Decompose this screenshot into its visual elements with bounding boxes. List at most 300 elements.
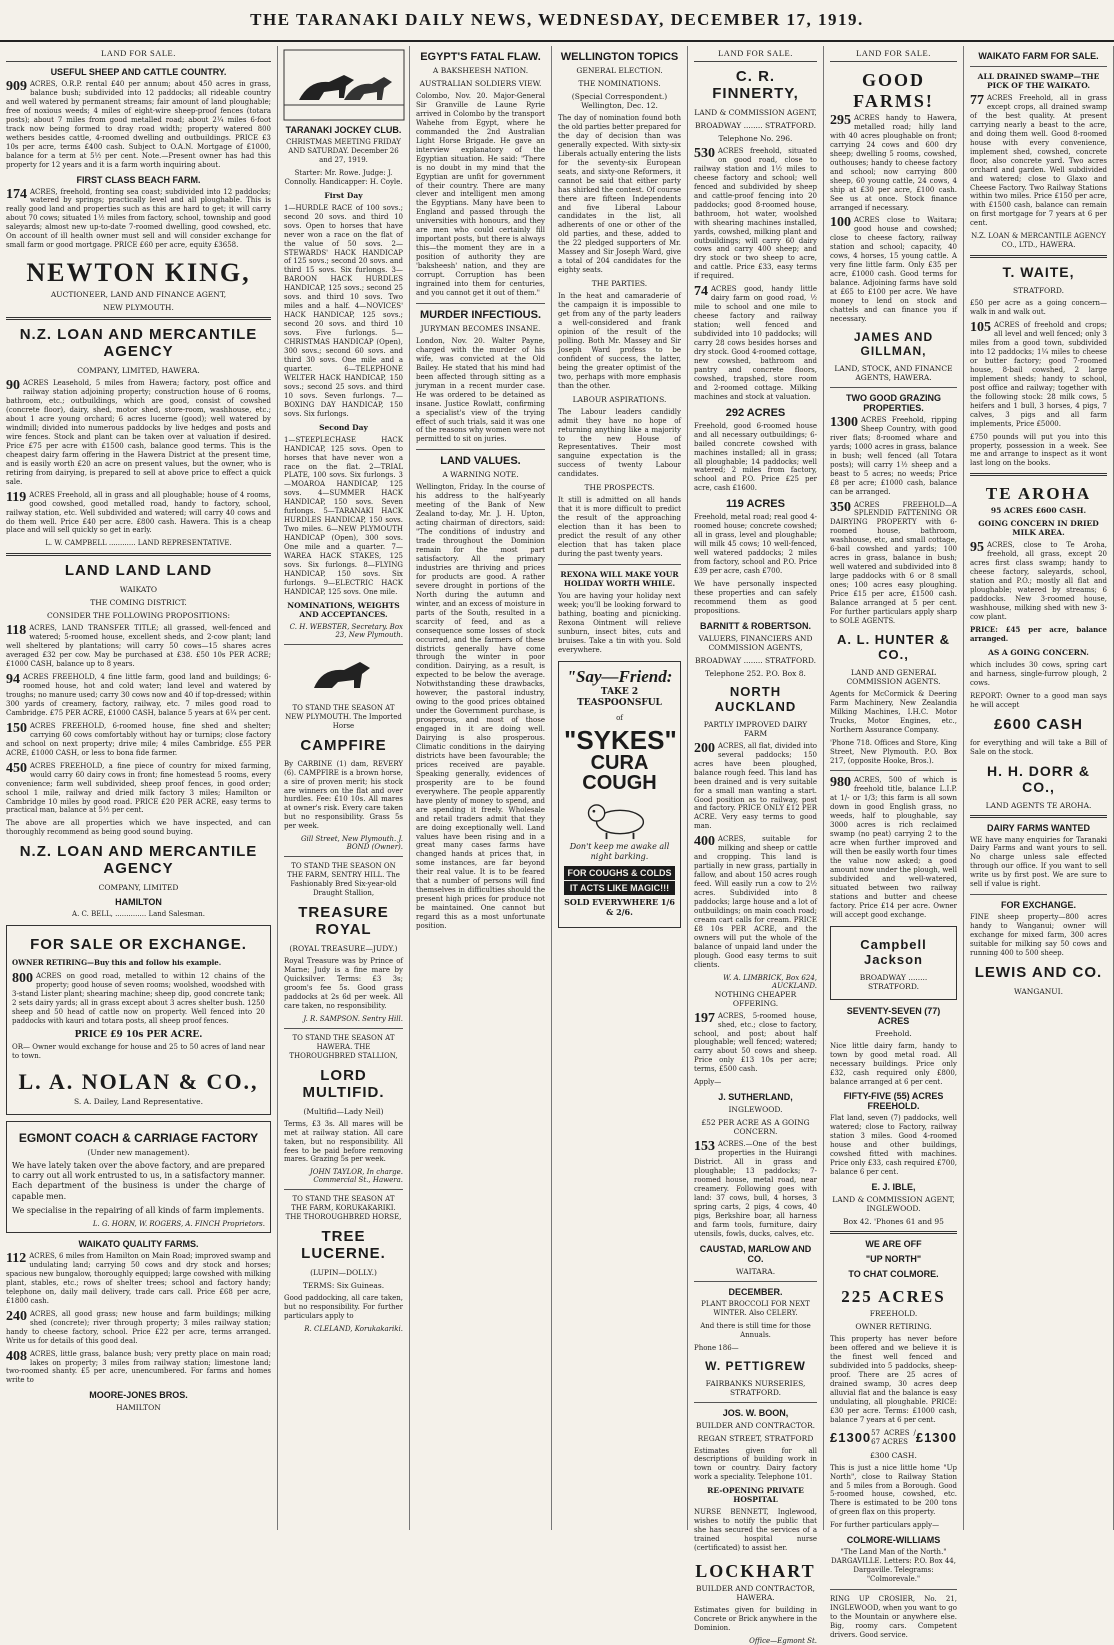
listing (6, 762, 271, 816)
advertiser-sub: S. A. Dailey, Land Representative. (73, 1096, 203, 1106)
advertiser-sub: BUILDER AND CONTRACTOR, HAWERA. (695, 1584, 816, 1603)
advertiser-name: LOCKHART (695, 1561, 816, 1582)
article-body: The day of nomination found both the old parties better prepared for the day of decision than was generally expected. With sixty-six Liberals actually entering the lists for the seventy-six European seats, and sixty-one Reformers, it cannot be said that either party has shirked the contest. Of course there are fifteen Independents and five Liberal Labour candidates in the list, all adherents of one or other of the old parties, and these, added to the 22 pledged supporters of Mr. Massey and Sir Joseph Ward, give a total of 204 candidates for the eighty seats. (558, 114, 681, 275)
race-list: 1—HURDLE RACE of 100 sovs.; second 20 sovs. and third 10 sovs. Open to horses that have never won a race on the flat of the value of 50 sovs. 2—STEWARDS' HACK HANDICAP of 125 sovs.; second 20 sovs. and third 15 sovs. Six furlongs. 3—BAROON HACK HURDLES HANDICAP, 125 sovs.; second 25 sovs. and third 10 sovs. Two miles and a half. 4—NOVICES' HACK HANDICAP, 125 sovs.; second 20 sovs. and third 10 sovs. Five furlongs. 5—CHRISTMAS HANDICAP (Open), 300 sovs.; second 60 sovs. and third 30 sovs. One mile and a quarter. 6—TELEPHONE WELTER HACK HANDICAP, 150 sovs.; second 25 sovs. and third 10 sovs. Seven furlongs. 7—BOXING DAY HANDICAP, 150 sovs. Six furlongs. (284, 203, 403, 418)
salesman: A. C. BELL, .............. Land Salesman. (72, 910, 205, 919)
stud-intro: TO STAND THE SEASON AT NEW PLYMOUTH. The Imported Horse (285, 703, 402, 730)
stud-intro: TO STAND THE SEASON AT THE FARM, KORUKAKARIKI. THE THOROUGHBRED HORSE, (285, 1195, 402, 1222)
advertiser-name: Campbell Jackson (860, 936, 927, 967)
listing (6, 80, 271, 170)
column-4 (552, 46, 688, 1530)
heading: GOOD FARMS! (853, 70, 934, 111)
divider (558, 564, 681, 565)
advertiser-location: BROADWAY ........ STRATFORD. (695, 655, 816, 665)
listing-text: ACRES of freehold and crops; all level and well fenced; only 3 miles from a good town, subdivided into 12 paddocks; 1¼ miles to cheese or butter factory; good 7-roomed house, 8-bail cowshed, 2 large implement sheds; handy to school, post office and railway; together with the following stock: 28 milk cows, 5 heifers and 1 bull, 3 horses, 4 pigs, 7 calves, 3 pigs and all farm implements, Price £5000. (970, 321, 1107, 428)
article-subtitle: A BAKSHEESH NATION. (432, 66, 529, 75)
ad-price: SOLD EVERYWHERE 1/6 & 2/6. (564, 897, 675, 918)
listing-number: 95 (970, 540, 984, 556)
divider (284, 644, 403, 645)
listing-text: ACRES close to Waitara; good house and cowshed; close to cheese factory, railway station and school; capacity, 40 cows, 4 horses, 15 young cattle. A very fine little farm. Only £35 per acre, £1000 cash. Good terms for balance. Adjoining farms have sold at £65 to £100 per acre. We have money to lend on stock and chattels and can finance you if necessary. (830, 216, 957, 323)
ad-text: £50 per acre as a going concern—walk in and walk out. (970, 299, 1107, 317)
heading: FOR EXCHANGE. (1000, 900, 1076, 911)
price: PRICE £9 10s PER ACRE. (74, 1029, 203, 1040)
ad-text: We have lately taken over the above factory, and are prepared to carry out all work entrusted to us, in a satisfactory manner. Each department of the business is under the charge of capable men. (12, 1160, 265, 1201)
listing-text: ACRES, LAND TRANSFER TITLE; all grassed, well-fenced and watered; 5-roomed house, excellent sheds, and 2-cow plant; land well sheltered by plantations; will carry 50 cows—15 shares acres averaged £32 per cow. May be purchased at £38. £50 10s PER ACRE; £1000 CASH, balance up to 8 years. (6, 624, 271, 669)
advertiser-name: H. H. DORR & CO., (987, 762, 1090, 795)
rep-line: L. W. CAMPBELL ............ LAND REPRESENTATIVE. (45, 539, 232, 548)
listing-number: 295 (830, 113, 851, 128)
advertiser-location: INGLEWOOD. (728, 1105, 783, 1115)
heading: 119 ACRES (726, 498, 785, 511)
ad-text: for everything and will take a Bill of Sale on the stock. (970, 738, 1107, 756)
column-7 (964, 46, 1114, 1530)
heading: NORTH AUCKLAND (714, 683, 797, 714)
day-label: Second Day (319, 422, 368, 432)
office: Office—Egmont St. (749, 1636, 817, 1645)
listing-number: 150 (6, 720, 27, 736)
tagline: CONSIDER THE FOLLOWING PROPOSITIONS: (46, 611, 231, 621)
listing-number: 1300 (830, 414, 858, 430)
ad-quote: "Say—Friend: (566, 666, 673, 686)
ad-title: EGMONT COACH & CARRIAGE FACTORY (18, 1130, 259, 1145)
listing (6, 188, 271, 251)
listing-text: ACRES.—One of the best properties in the Huirangi District. All in grass and ploughable; 13 paddocks; 7-roomed house, metal road, near creamery. Following goes with land: 37 cows, bull, 4 horses, 3 spring carts, 2 pigs, 4 cows, 40 pigs, Berkshire boar, all harness and farm tools, furniture, dairy utensils, fowls, ducks, calves, etc. (694, 1140, 817, 1238)
advertiser-sub: VALUERS, FINANCIERS AND COMMISSION AGENTS, (698, 633, 813, 652)
contact: 'Phone 718. Offices and Store, King Street, New Plymouth. P.O. Box 217, (opposite Hooke, Bros.). (830, 738, 957, 765)
owner: J. R. SAMPSON. Sentry Hill. (303, 1014, 403, 1023)
listing-text: ACRES FREEHOLD, a fine piece of country for mixed farming, would carry 60 dairy cows in front; fine homestead 5 rooms, every convenience; farm well subdivided, sheep proof fences, in good order; school 1 mile, railway and dried milk factory 3 miles; Hamilton or Cambridge 10 miles by good road. PRICE £20 PER ACRE, easy terms to practical man, balance at 5½ per cent. (6, 761, 271, 815)
pedigree: (Multifid—Lady Neil) (303, 1106, 384, 1116)
ad-brand: "SYKES" (564, 724, 677, 755)
advertiser: W. A. LIMBRICK, Box 624, AUCKLAND. (723, 973, 817, 990)
subheading: £52 PER ACRE AS A GOING CONCERN. (701, 1118, 810, 1137)
listing-text: ACRES Freehold, ripping Sheep Country, with good river flats; 8-roomed whare and yards; 1000 acres in grass, balance in bush; well fenced (all Totara posts); will carry 1½ sheep and a beast to 5 acres; no weeds; Price £8 per acre; £1000 cash, balance can be arranged. (830, 415, 957, 496)
note: We have personally inspected these properties and can safely recommend them as good propositions. (694, 579, 817, 615)
listing-number: 174 (6, 186, 27, 202)
advertiser-name: JOS. W. BOON, (722, 1407, 789, 1418)
advertiser-location: WANGANUI. (1014, 987, 1063, 996)
listing (6, 673, 271, 718)
ad-dose: TAKE 2 TEASPOONSFUL (577, 686, 662, 709)
listing (830, 416, 957, 497)
price: PRICE: £45 per acre, balance arranged. (970, 624, 1107, 643)
listing (970, 541, 1107, 622)
subheading: Freehold. (875, 1028, 912, 1038)
listing (6, 624, 271, 669)
ad-text: REPORT: Owner to a good man says he will accept (970, 691, 1107, 709)
tagline: THE COMING DISTRICT. (90, 598, 187, 608)
ad-text: RING UP CROSIER, No. 21, INGLEWOOD, when you want to go to the Mountain or anywhere else. Big, roomy cars. Competent drivers. Good service. (830, 1595, 957, 1639)
listing-text: This property has never before been offered and we believe it is the finest well fenced and subdivided into 5 paddocks, sheep-proof. There are 25 acres of drained swamp, 30 acres deep alluvial flat and the balance is easy undulating, all ploughable. PRICE: £30 per acre. Terms: £1000 cash, balance 7 years at 6 per cent. (830, 1335, 957, 1424)
listing (694, 835, 817, 969)
advertiser-sub: LAND & COMMISSION AGENT, (694, 108, 817, 117)
listing-number: 909 (6, 79, 27, 94)
listing-number: 77 (970, 93, 984, 108)
advertiser-location: REGAN STREET, STRATFORD (697, 1433, 814, 1443)
listing-number: 450 (6, 760, 27, 776)
article-subtitle: JURYMAN BECOMES INSANE. (420, 323, 541, 333)
column-6 (824, 46, 964, 1639)
advertiser-name: C. R. FINNERTY, (712, 68, 799, 102)
advertiser-name: L. A. NOLAN & CO., (18, 1068, 259, 1094)
telephone: Box 42. 'Phones 61 and 95 (843, 1217, 944, 1227)
listing (830, 501, 957, 626)
listing-text: ACRES good, handy little dairy farm on good road, ½ mile to school and one mile to cheese factory and railway station; well fenced and subdivided into 10 paddocks; will carry 28 cows besides horses and dry stock. Good 4-roomed cottage, new cowshed, bathroom and pantry and concrete floors, cowshed, trapshed, store room and 2-roomed cottage. Milking machines and stock at valuation. (694, 285, 817, 401)
article-title: MURDER INFECTIOUS. (420, 308, 541, 321)
meeting: CHRISTMAS MEETING FRIDAY AND SATURDAY. December 26 and 27, 1919. (286, 138, 401, 164)
masthead-title: THE TARANAKI DAILY NEWS, WEDNESDAY, DECEMBER 17, 1919. (250, 10, 864, 29)
note: £750 pounds will put you into this property, possession in a week. See me and arrange to inspect as it wont last long on the books. (970, 432, 1107, 468)
section-head: LAND FOR SALE. (694, 46, 817, 62)
article-subhead: THE PARTIES. (591, 279, 648, 289)
stud-text: Terms, £3 3s. All mares will be met at railway station. All care taken, but no responsibility. All fees to be paid before removing mares. Grazing 5s per week. (284, 1119, 403, 1164)
listing-text: ACRES Freehold, all in grass except crops, all drained swamp of the best quality. At present carrying nearly a beast to the acre, and doing them well. Good 8-roomed house with every convenience, implement shed, cowshed, concrete floor, also concrete yard. Two acres orchard and garden. Well subdivided and watered; close to Glaxo and Cheese Factory. Two Railway Stations within two miles. Price £150 per acre, with £1500 cash, balance can remain on first mortgage for 7 years at 6 per cent. (970, 94, 1107, 228)
heading: 292 ACRES (725, 406, 786, 419)
listing-text: ACRES, suitable for milking and sheep or cattle and cropping. This land is partially in new grass, partially in fallow, and about 150 acres rough feed. Will easily run a cow to 2½ acres. Subdivided into 8 paddocks; large house and a lot of outbuildings; on main coach road; cream cart calls for cream. PRICE £8 10s PER ACRE, and the owners will put the whole of the balance of unpaid land under the plough. Good easy terms to suit clients. (694, 835, 817, 969)
advertiser-location: BROADWAY ........ STRATFORD. (859, 972, 928, 991)
section-head: LAND FOR SALE. (6, 46, 271, 62)
ad-text: which includes 30 cows, spring cart and harness, single-furrow plough, 2 cows. (970, 660, 1107, 687)
advertiser-sub: LAND AND GENERAL COMMISSION AGENTS. (846, 667, 941, 686)
listing-text: ACRES, 5-roomed house, shed, etc.; close to factory, school, and post; about half ploughable; well fenced; watered; carry about 50 cows and sheep. Price only £13 10s per acre; terms, £500 cash. (694, 1011, 817, 1074)
heading: "UP NORTH" (865, 1254, 922, 1265)
price: £1300 (830, 1430, 872, 1446)
owner: R. CLELAND, Korukakariki. (304, 1325, 403, 1334)
subheading: PARTLY IMPROVED DAIRY FARM (703, 719, 808, 738)
divider (284, 856, 403, 857)
telephone: Telephone 252. P.O. Box 8. (705, 668, 806, 678)
listing-text: ACRES, freehold, fronting sea coast; subdivided into 12 paddocks; watered by springs; practically level and all ploughable. This is really good land and properties such as this are hard to get; it will carry about 70 cows; situated 1½ miles from factory, school, township and good saleyards; almost new up-to-date 7-roomed dwelling, good cowshed, etc. On account of ill health owner must sell and will consider exchange for small farm or good mortgage. PRICE £60 per acre, equity £3658. (6, 187, 271, 250)
divider (830, 387, 957, 388)
listing (694, 1012, 817, 1075)
ad-of: of (616, 713, 623, 722)
divider (970, 894, 1107, 895)
listing-number: 350 (830, 499, 851, 515)
listing-number: 105 (970, 320, 991, 336)
listing-text: ACRES, little grass, balance bush; very pretty place on main road; lakes on property; 3 miles from railway station; limestone land; two-roomed shanty. £5 per acre, unencumbered. For farms and homes write to (6, 1349, 271, 1385)
listing-text: Freehold, metal road; real good 4-roomed house; concrete cowshed; all in grass, level and ploughable; will milk 45 cows; 10 well-fenced, well watered paddocks; 2 miles from factory, school and P.O. Price £39 per acre, cash £700. (694, 513, 817, 576)
advertiser-sub: FAIRBANKS NURSERIES, STRATFORD. (705, 1378, 806, 1397)
listing (694, 1140, 817, 1238)
ad-dog-caption: Don't keep me awake all night barking. (569, 841, 670, 861)
owner: JOHN TAYLOR, In charge. Commercial St., Hawera. (309, 1168, 403, 1185)
column-1 (0, 46, 278, 1530)
subheading: GOING CONCERN IN DRIED MILK AREA. (978, 519, 1099, 538)
divider (694, 1402, 817, 1403)
listing (6, 722, 271, 758)
ad-text: You are having your holiday next week; you'll be looking forward to bathing, boating and picnicking. Rexona Ointment will relieve sunburn, insect bites, cuts and bruises. Take a tin with you. Sold everywhere. (558, 591, 681, 654)
listing (694, 742, 817, 832)
sykes-cura-cough-ad (558, 661, 681, 928)
dog-illustration (575, 795, 665, 840)
ad-title: REXONA WILL MAKE YOUR HOLIDAY WORTH WHILE. (560, 569, 679, 588)
heading: WAIKATO FARM FOR SALE. (978, 51, 1099, 61)
article-subtitle: AUSTRALIAN SOLDIERS VIEW. (419, 79, 542, 88)
article-body: Colombo, Nov. 20. Major-General Sir Granville de Laune Ryrie arrived in Colombo by the transport Wahehe from Egypt, where he commanded the 2nd Australian Light Horse Brigade. He gave an interview explanatory of the Egyptian situation. He said: "There is no doubt in my mind that the Egyptian are unfit for government of their country. There are many clever and intelligent men among the Egyptians. Many have been to England and passed through the universities with honours, and they are men who could certainly fill important posts, but there is always this—the moment they are in a position of authority they are 'baksheesh' nation, and they are corrupt. Corruption has been ingrained into them for centuries, and you cannot get it out of them." (416, 92, 545, 297)
day-label: First Day (324, 190, 363, 200)
heading: TO CHAT COLMORE. (848, 1269, 939, 1280)
article-subtitle: THE NOMINATIONS. (578, 79, 661, 88)
ad-text: Estimates given for building in Concrete or Brick anywhere in the Dominion. (694, 1606, 817, 1632)
article-title: LAND VALUES. (440, 455, 521, 468)
column-3 (410, 46, 552, 1530)
divider (284, 1189, 403, 1190)
heading: SEVENTY-SEVEN (77) ACRES (846, 1005, 941, 1026)
heading: USEFUL SHEEP AND CATTLE COUNTRY. (50, 67, 227, 77)
listing (830, 776, 957, 919)
stud-intro: TO STAND THE SEASON ON THE FARM, SENTRY HILL. The Fashionably Bred Six-year-old Draught Stallion, (287, 862, 400, 898)
listing (830, 114, 957, 212)
ad-text: And there is still time for those Annuals. (700, 1321, 811, 1339)
heading: RE-OPENING PRIVATE HOSPITAL (707, 1486, 804, 1505)
article-subtitle: A WARNING NOTE. (442, 470, 519, 480)
officials: Starter: Mr. Rowe. Judge: J. Connolly. Handicapper: H. Coyle. (284, 168, 403, 186)
nominations: NOMINATIONS, WEIGHTS AND ACCEPTANCES. (287, 600, 400, 619)
subheading: NOTHING CHEAPER OFFERING. (714, 989, 797, 1008)
advertiser-name: T. WAITE, (1002, 264, 1075, 281)
listing (6, 1252, 271, 1306)
stallion-name: TREASURE ROYAL (298, 904, 389, 939)
divider (284, 1028, 403, 1029)
listing-text: ACRES FREEHOLD—A SPLENDID FATTENING OR DAIRYING PROPERTY with 6-roomed house, bathroom, washhouse, etc, and small cottage, 6-bail cowshed and yards; 100 acres in grass, balance in bush; well watered and subdivided into 8 large paddocks with 6 or 8 small ones; 100 acres easy ploughing. Price £15 per acre, £1500 cash. Balance arranged at 5 per cent. For further particulars apply sharp to SOLE AGENTS. (830, 500, 957, 625)
article-body: The Labour leaders candidly admit they have no hope of returning anything like a majority to the new House of Representatives. Their most sanguine expectation is the success of twenty Labour candidates. (558, 407, 681, 479)
article-body: In the heat and camaraderie of the campaign it is impossible to get from any of the party leaders a well-considered and frank opinion of the result of the polling. Both Mr. Massey and Sir Joseph Ward profess to be confident of success, the latter, being the greater optimist of the two, perhaps with more emphasis than the other. (558, 292, 681, 390)
column-2 (278, 46, 410, 1530)
advertiser-name: BARNITT & ROBERTSON. (700, 620, 811, 631)
egmont-ad (6, 1121, 271, 1233)
ad-text: WE have many enquiries for Taranaki Dairy Farms and want yours to sell. No charge unless sale effected through our office. If you want to sell write us by first post. We are sure to sell if value is right. (970, 835, 1107, 889)
listing-text: ACRES, close to Te Aroha, freehold, all grass, except 20 acres first class swamp; handy to cheese factory, saleyards, school, station and P.O.; mostly all flat and ploughable; watered by streams; 6 paddocks. New 3-roomed house, washhouse, milking shed with new 3-cow plant. (970, 541, 1107, 621)
advertiser-sub: LAND AGENTS TE AROHA. (985, 800, 1092, 810)
heading: 225 ACRES (841, 1287, 946, 1307)
listing (6, 379, 271, 486)
phone: Phone 186— (694, 1343, 739, 1352)
owner: Gill Street, New Plymouth. J. BOND (Owner). (300, 835, 403, 852)
listing-number: 94 (6, 672, 20, 688)
divider (416, 303, 545, 304)
advertiser-name: JAMES AND GILLMAN, (853, 329, 934, 358)
article-body: London, Nov. 20. Walter Payne, charged with the murder of his wife, was convicted at the Old Bailey. He stated that his mind had been affected through sitting as a juryman in a recent murder case. He was ordered to be detained as insane. Justice Rowlatt, confirming a specialist's view of the trying effect of such trials, said it was one of the reasons why women were not permitted to sit on juries. (416, 336, 545, 444)
divider (970, 255, 1107, 258)
article-subtitle: GENERAL ELECTION. (576, 66, 663, 75)
listing-number: 153 (694, 1139, 715, 1155)
advertiser-name: W. PETTIGREW (705, 1358, 806, 1373)
acreage: 57 ACRES / 67 ACRES (871, 1428, 916, 1446)
divider (694, 1281, 817, 1282)
apply: Apply— (694, 1078, 722, 1087)
advertiser-sub: AUCTIONEER, LAND AND FINANCE AGENT, (50, 290, 227, 300)
price-row (830, 1429, 957, 1447)
listing-text: Flat land, seven (7) paddocks, well watered; close to Factory, railway station 3 miles. Good 4-roomed house and other buildings, cowshed fitted with machines. Price only £33, cash required £700, balance 6 per cent. (830, 1114, 957, 1177)
sale-exchange-ad (6, 925, 271, 1115)
article-subhead: LABOUR ASPIRATIONS. (572, 394, 667, 404)
listing-text: ACRES Leasehold, 5 miles from Hawera; factory, post office and railway station adjoining property; construction house of 6 rooms, bathroom, etc.; outbuildings, which are good, consist of cowshed (concrete floor), dairy, shed, motor shed, store-room, washhouse, etc.; about 1 acre young orchard; 6 acres lucerne (good); well watered by windmill; divided into numerous paddocks by live hedges and posts and wire fences. Stock and plant can be taken over at valuation if desired. Price £75 per acre with £1500 cash, balance good terms. This is the cheapest dairy farm offering in the Hawera District at the present time, and is easily worth £20 an acre on present values, but the owner, who is retiring from dairying, is prepared to sell at above price to effect a quick sale. (6, 379, 271, 486)
stud-intro: TO STAND THE SEASON AT HAWERA. THE THOROUGHBRED STALLION, (289, 1033, 398, 1060)
advertiser-location: STRATFORD. (1013, 286, 1064, 296)
masthead (0, 0, 1114, 42)
pedigree: (LUPIN—DOLLY.) (310, 1268, 377, 1278)
advertiser-name: COLMORE-WILLIAMS (846, 1535, 941, 1546)
advertiser: N.Z. LOAN & MERCANTILE AGENCY CO., LTD., HAWERA. (971, 232, 1106, 250)
divider (830, 1231, 957, 1234)
ad-text: FINE sheep property—800 acres handy to Wanganui; owner will exchange for mixed farm, 300 acres suitable for milking say 50 cows and running 400 to 500 sheep. (970, 913, 1107, 958)
listing (970, 94, 1107, 228)
ad-text: Agents for McCormick & Deering Farm Machinery, New Zealandia Milking Machines, I.H.C. Motor Trucks, Motor Engines, etc., Northern Assurance Company. (830, 689, 957, 734)
listing-number: 119 (6, 489, 27, 505)
ad-text: PLANT BROCCOLI FOR NEXT WINTER. Also CELERY. (701, 1299, 810, 1317)
heading: TE AROHA (985, 484, 1092, 504)
ad-text: Estimates given for all descriptions of building work in town or country. Dairy factory work a speciality. Telephone 101. (694, 1446, 817, 1482)
advertiser-name: A. L. HUNTER & CO., (837, 631, 950, 662)
listing-text: ACRES, all good grass; new house and farm buildings; milking shed (concrete); river through property; 3 miles railway station; handy to cheese factory, school. Price £22 per acre, terms arranged. Write us for details of this good deal. (6, 1309, 271, 1345)
advertiser-location: NEW PLYMOUTH. (103, 303, 174, 313)
ad-lead: OWNER RETIRING—Buy this and follow his example. (12, 958, 222, 968)
club-name: TARANAKI JOCKEY CLUB. (285, 125, 402, 135)
column-5 (688, 46, 824, 1645)
listing-number: 118 (6, 623, 27, 639)
dateline: (Special Correspondent.) Wellington, Dec. 12. (571, 92, 668, 110)
ad-tagline: FOR COUGHS & COLDS (564, 866, 675, 880)
note: The above are all properties which we have inspected, and can thoroughly recommend as being good sound buying. (6, 819, 271, 837)
listing (12, 972, 265, 1026)
listing-number: 240 (6, 1308, 27, 1324)
cash: £300 CASH. (870, 1450, 917, 1460)
divider (6, 553, 271, 556)
apply: For further particulars apply— (830, 1521, 940, 1530)
listing-number: 74 (694, 284, 708, 300)
listing-text: Nice little dairy farm, handy to town by good metal road. All necessary buildings. Price only £32, cash required only £800, balance arranged at 6 per cent. (830, 1041, 957, 1086)
subheading: 95 ACRES £600 CASH. (990, 506, 1087, 516)
note: OR— Owner would exchange for house and 25 to 50 acres of land near to town. (12, 1042, 265, 1060)
section-head: LAND FOR SALE. (830, 46, 957, 62)
advertiser-sub: BUILDER AND CONTRACTOR. (695, 1420, 816, 1430)
advertiser-sub: "The Land Man of the North." DARGAVILLE. Letters: P.O. Box 44, Dargaville. Telegrams: "Colmorevale." (831, 1548, 956, 1584)
listing-text: ACRES, all flat, divided into several paddocks; 150 acres have been ploughed, balance rough feed. This land has been drained and is very suitable for a small man wanting a start. Good position as to railway, post and factory. PRICE ONLY £12 PER ACRE. Very easy terms to good man. (694, 741, 817, 831)
advertiser-sub: COMPANY, LIMITED, HAWERA. (77, 366, 200, 376)
listing-number: 197 (694, 1010, 715, 1026)
listing (970, 321, 1107, 428)
heading: DAIRY FARMS WANTED (986, 822, 1090, 833)
stallion-name: LORD MULTIFID. (302, 1066, 385, 1101)
listing (6, 1350, 271, 1386)
listing-text: ACRES handy to Hawera, metalled road; hilly land with 40 acres ploughable on front; carrying 24 cows and 600 dry sheep; dwelling 5 rooms, cowshed, outhouses; handy to cheese factory and school; now carrying 800 sheep, 60 young cattle, 24 cows, 4 ship at £30 per acre, £100 cash. See us at once. Stock finance arranged if necessary. (830, 114, 957, 212)
divider (970, 473, 1107, 476)
advertiser-name: N.Z. LOAN AND MERCANTILE AGENCY (19, 843, 258, 878)
horse-racing-illustration (284, 50, 404, 120)
listing-text: ACRES FREEHOLD, 6-roomed house, fine shed and shelter; carrying 60 cows comfortably without hay or turnips; close factory and school on next property; drive mile; 4 miles Cambridge. £55 PER ACRE, £1000 CASH, or less to bona fide farmer. (6, 721, 271, 757)
heading: FIRST CLASS BEACH FARM. (76, 174, 201, 185)
listing-number: 530 (694, 146, 715, 161)
ad-text: We specialise in the repairing of all kinds of farm implements. (12, 1205, 265, 1215)
listing-text: ACRES, 6 miles from Hamilton on Main Road; improved swamp and undulating land; carrying 50 cows and dry stock and horses; spacious new bungalow, thoroughly equipped; large cowshed with milking plant, stables, etc.; rows of shelter trees; school and factory handy; telephone on, daily mail delivery, trade cars call. Price £68 per acre, £1800 cash. (6, 1252, 271, 1305)
telephone: Telephone No. 296. (718, 134, 793, 143)
divider (830, 770, 957, 771)
subheading: OWNER RETIRING. (855, 1322, 932, 1332)
region: WAIKATO (119, 585, 158, 595)
advertiser-sub: COMPANY, LIMITED (98, 883, 179, 893)
advertiser-name: CAUSTAD, MARLOW AND CO. (699, 1243, 812, 1264)
advertiser-name: LEWIS AND CO. (974, 964, 1103, 981)
listing-text: ACRES, O.R.P. rental £40 per annum; about 450 acres in grass, balance bush; subdivided into 12 paddocks; all rideable country and well watered by permanent streams; fair amount of land ploughable; free of noxious weeds; 4 miles of eight-wire sheep-proof fences (totara posts); about 7 miles from good metalled road; about 2¼ miles 6-foot track now being formed to dray road width; property watered 800 wethers besides cattle, 4-roomed dwelling and outbuildings. PRICE £3 10s per acre, terms £400 cash. Subject to O.A.N. Mortgage of £1000, balance for a term at 5½ per cent. Note.—Present owner has had this property for 12 years and it is a farm worth inquiring about. (6, 80, 271, 169)
listing-text: ACRES freehold, situated on good road, close to railway station and 1½ miles to cheese factory and school; well fenced and subdivided by sheep and cattle-proof fencing into 20 paddocks; good 8-roomed house, bathroom, hot water, woolshed with shearing machines installed, yards, cowshed, milking plant and outbuildings; will carry 60 dairy cows and carry 400 sheep; and dry stock or two sheep to acre, and cattle. Price £33, easy terms if required. (694, 147, 817, 281)
subheading: ALL DRAINED SWAMP—THE PICK OF THE WAIKATO. (977, 72, 1100, 90)
divider (830, 1589, 957, 1590)
article-body: It still is admitted on all hands that it is more difficult to predict the result of the approaching election than it has been to predict the result of any other election that has taken place during the past twenty years. (558, 496, 681, 558)
listing-number: 100 (830, 215, 851, 231)
stallion-name: CAMPFIRE (300, 736, 387, 754)
listing (830, 216, 957, 323)
advertiser-name: NEWTON KING, (26, 258, 251, 288)
land-banner: LAND LAND LAND (64, 562, 213, 580)
advertiser-location: HAMILTON (115, 897, 162, 908)
article-body: Wellington, Friday. In the course of his address to the half-yearly meeting of the Bank of New Zealand to-day, Mr. J. H. Upton, acting chairman of directors, said: "The conditions of industry and trade throughout the Dominion remain for the most part satisfactory. All the primary industries are thriving and prices for products are good. A rather severe drought in portions of the North during the autumn and winter, and an excess of moisture in parts of the South, resulted in a scarcity of feed, and as a consequence some losses of stock occurred, and the farmers of these districts generally have come through the winter in poor condition. Dairying, as a result, is expected to be below the average. Notwithstanding these drawbacks, however, the pastoral industry, owing to the good prices obtained under the Government purchase, is prosperous, and most of those engaged in it are doing well. Dairying is also prosperous. Climatic conditions in the dairying districts have been favourable; the prices received are payable. Speaking generally, evidences of prosperity are to be found everywhere. The people apparently have plenty of money to spend, and are spending it freely. Wholesale and retail traders admit that they are doing exceptionally well. Land values have been rising and in a great many cases farms have changed hands at prices that, in some instances, are far beyond their real value. It is to be feared that a number of persons will find themselves in difficulties should the present high prices for produce not be maintained. One cannot but regard this as a most unfortunate position. (416, 483, 545, 931)
advertiser-location: WAITARA. (735, 1266, 776, 1276)
heading: WE ARE OFF (865, 1239, 922, 1250)
listing-number: 400 (694, 834, 715, 850)
ad-product: CURA COUGH (582, 751, 657, 794)
listing-text: ACRES FREEHOLD, 4 fine little farm, good land and buildings; 6-roomed house, hot and cold water; land level and watered by troughs; no manure used; carry 30 cows now and 40 if top-dressed; within 300 yards of creamery, factory, railway, etc. 7 miles good road to Cambridge. £75 PER ACRE, £1000 CASH, balance 5 years at 6¼ per cent. (6, 673, 271, 717)
heading: TWO GOOD GRAZING PROPERTIES. (846, 392, 941, 413)
advertiser-name: J. SUTHERLAND, (718, 1092, 793, 1103)
price: £1300 (915, 1430, 957, 1446)
ad-title: FOR SALE OR EXCHANGE. (30, 936, 247, 954)
article-title: EGYPT'S FATAL FLAW. (420, 51, 541, 63)
article-title: WELLINGTON TOPICS (560, 51, 679, 63)
divider (970, 66, 1107, 67)
listing-number: 800 (12, 971, 33, 987)
stallion-name: TREE LUCERNE. (301, 1228, 386, 1263)
listing-number: 980 (830, 775, 851, 791)
heading: FIFTY-FIVE (55) ACRES FREEHOLD. (843, 1091, 944, 1112)
divider (416, 449, 545, 450)
subheading: AS A GOING CONCERN. (988, 647, 1089, 657)
listing-text: This is just a nice little home "Up North", close to Railway Station and 5 miles from a Borough. Good 5-roomed house, cowshed, etc. There is estimated to be 200 tons of green flax on this property. (830, 1463, 957, 1517)
divider (6, 317, 271, 320)
listing-text: Freehold, good 6-roomed house and all necessary outbuildings; 6-bailed concrete cowshed with machines installed; all in grass; all ploughable; 14 paddocks; well watered; 2 miles from factory, school and P.O. Price £25 per acre, cash £1600. (694, 421, 817, 493)
listing-text: ACRES, 500 of which is freehold title, balance L.I.P. at 1/- or 1/3; this farm is all sown down in good English grass, no weeds, half to ploughable, say 3000 acres is rich reclaimed swamp (no peat) carrying 2 to the acre when further improved and will then be easily worth four times the value now asked; a good amount now under the plough, well subdivided and well-watered, situated between two railway stations and butter and cheese factory. Price £14 per acre. Owner will accept good exchange. (830, 776, 957, 919)
listing (694, 147, 817, 281)
advertiser-sub: LAND, STOCK, AND FINANCE AGENTS, HAWERA. (834, 363, 953, 382)
stallion-illustration (294, 650, 394, 700)
race-list: 1—STEEPLECHASE HACK HANDICAP, 125 sovs. Open to horses that have never won a race on the flat. 2—TRIAL PLATE, 100 sovs. Six furlongs. 3—MOAROA HANDICAP, 125 sovs. 4—SUMMER HACK HANDICAP, 150 sovs. Seven furlongs. 5—TARANAKI HACK HURDLES HANDICAP, 150 sovs. Two miles. 6—NEW PLYMOUTH HANDICAP (Open), 300 sovs. One mile and a quarter. 7—WAREA HACK STAKES, 125 sovs. Six furlongs. 8—FLYING HANDICAP, 150 sovs. Six furlongs. 9—ELECTRIC HACK HANDICAP, 125 sovs. One mile. (284, 435, 403, 596)
article-subhead: THE PROSPECTS. (584, 483, 655, 493)
pedigree: (ROYAL TREASURE—JUDY.) (289, 944, 398, 954)
listing-number: 200 (694, 740, 715, 756)
signature: L. G. HORN, W. ROGERS, A. FINCH Proprietors. (92, 1220, 265, 1229)
heading: DECEMBER. (728, 1286, 783, 1297)
divider (970, 815, 1107, 818)
advertiser-location: HAMILTON (116, 1403, 161, 1413)
advertiser-sub: LAND & COMMISSION AGENT, INGLEWOOD. (832, 1195, 955, 1214)
ad-tagline: IT ACTS LIKE MAGIC!!! (564, 881, 675, 895)
listing (6, 491, 271, 536)
campbell-jackson-ad (830, 926, 957, 1000)
listing (694, 285, 817, 401)
stud-text: Royal Treasure was by Prince of Marne; Judy is a fine mare by Quicksilver. Terms: £3 3s; groom's fee 5s. Good grass paddocks at 2s 6d per week. All care taken, no responsibility. (284, 957, 403, 1010)
ad-sub: (Under new management). (87, 1147, 190, 1157)
stud-text: By CARBINE (1) dam, REVERY (6). CAMPFIRE is a brown horse, a sire of proven merit; his stock are winners on the flat and over hurdles. Fee: £10 10s. All mares at owner's risk. Every care taken but no responsibility. Grass 5s per week. (284, 759, 403, 831)
ad-text: NURSE BENNETT, Inglewood, wishes to notify the public that she has secured the services of a trained hospital nurse (certificated) to assist her. (694, 1508, 817, 1553)
subheading: FREEHOLD. (869, 1309, 918, 1319)
stud-text: Good paddocking, all care taken, but no responsibility. For further particulars apply to (284, 1294, 403, 1321)
listing-number: 90 (6, 378, 20, 394)
listing-text: ACRES Freehold, all in grass and all ploughable; house of 4 rooms, good cowshed, good metalled road, handy to factory, school, railway station, etc. Well subdivided and watered; will carry 40 cows and do them well. Price £40 per acre. £800 cash. Hawera. This is a cheap place and will sell quickly so get in early. (6, 490, 271, 535)
advertiser-name: E. J. IBLE, (871, 1182, 916, 1193)
price: £600 CASH (993, 715, 1084, 733)
advertiser-location: BROADWAY ........ STRATFORD. (695, 121, 816, 130)
heading: WAIKATO QUALITY FARMS. (78, 1239, 199, 1250)
listing-text: ACRES on good road, metalled to within 12 chains of the property; good house of seven rooms; woolshed, woodshed with 3-stand Lister plant; shearing machine; sheep dip, good concrete tank; 2 sets dairy yards; all in grass except about 3 acres shelter bush. 1250 sheep and 50 head of cattle now on property. Well fenced into 20 paddocks with kauri and totara posts, all sheep proof fences. (12, 972, 265, 1025)
